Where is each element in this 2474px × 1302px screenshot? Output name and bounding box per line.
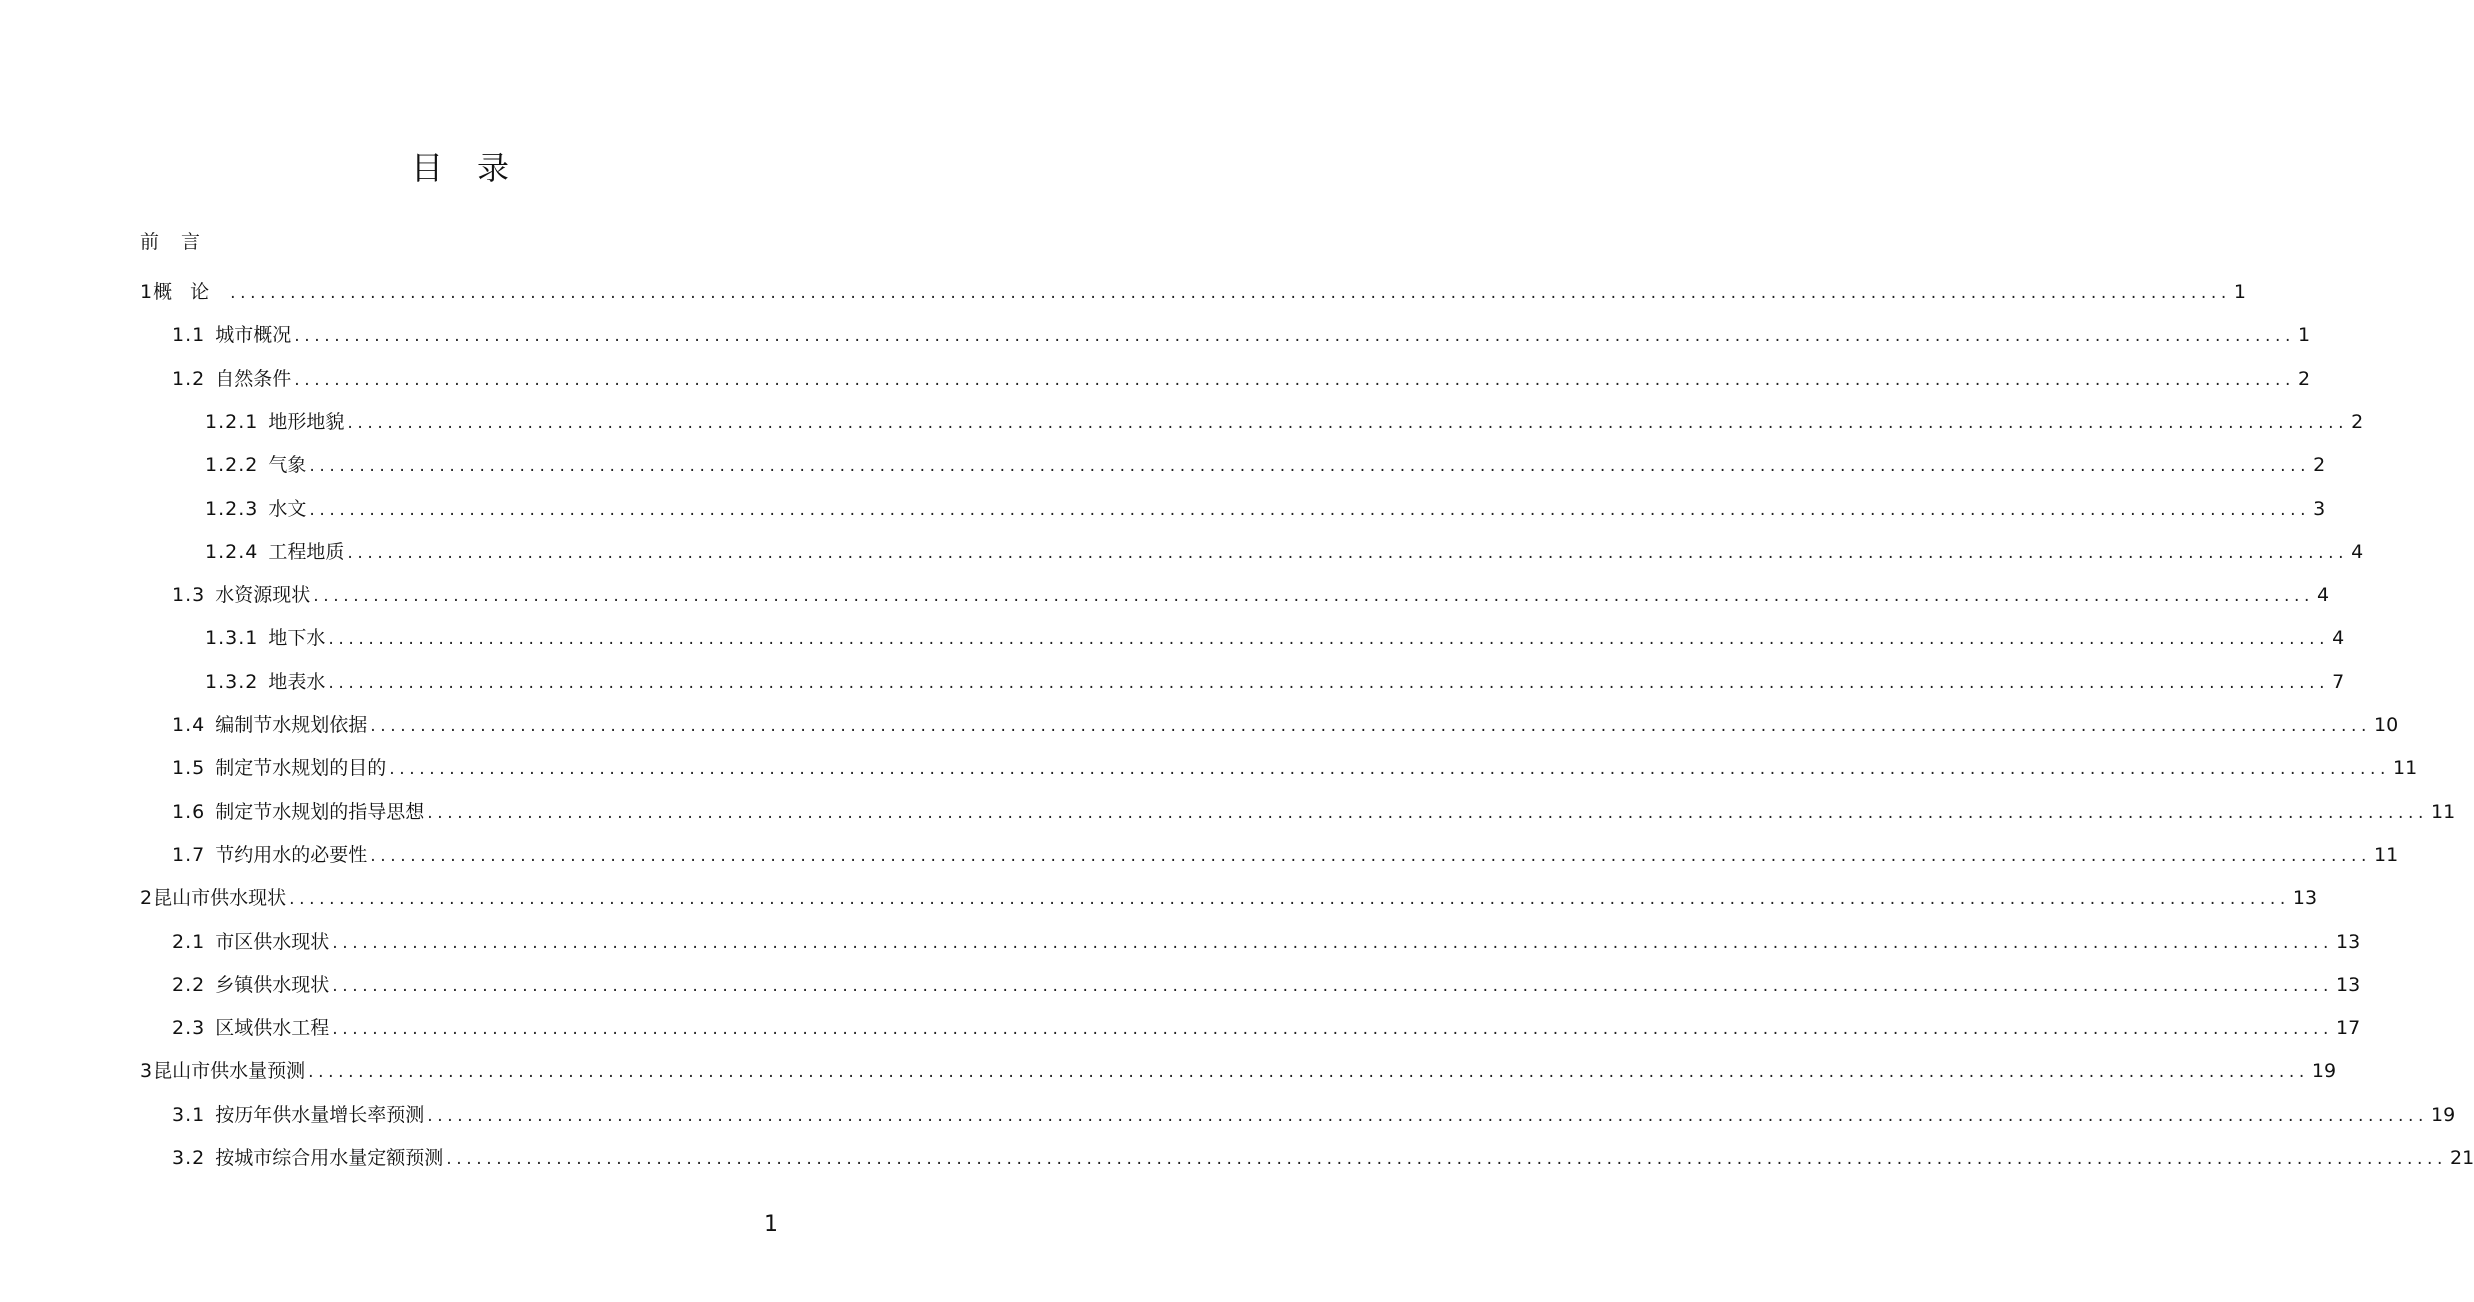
toc-leader-dots: ........................................................................................................................................................................................................ [332, 975, 2333, 996]
toc-leader-dots: ........................................................................................................................................................................................................ [389, 759, 2390, 780]
toc-entry-label: 气象 [268, 454, 307, 477]
toc-entry-number: 1.3 [172, 584, 206, 607]
toc-entry-number: 3.1 [172, 1103, 206, 1126]
toc-entry-page: 19 [2431, 1103, 2456, 1126]
toc-leader-dots: ........................................................................................................................................................................................................ [446, 1149, 2447, 1169]
toc-entry-page: 4 [2351, 540, 2364, 563]
toc-entry-page: 2 [2351, 410, 2364, 433]
toc-entry-label: 节约用水的必要性 [215, 843, 368, 866]
toc-entry[interactable] [172, 320, 2311, 350]
toc-entry-label: 水文 [268, 497, 307, 520]
toc-entry-number: 1.2.1 [205, 410, 259, 433]
toc-entry-number: 1.7 [172, 843, 206, 866]
toc-leader-dots: ........................................................................................................................................................................................................ [328, 629, 2330, 650]
toc-entry[interactable] [172, 1143, 2474, 1173]
toc-entry[interactable] [205, 450, 2326, 480]
toc-entry[interactable] [205, 537, 2364, 567]
toc-entry-label: 乡镇供水现状 [215, 973, 330, 996]
toc-entry[interactable] [205, 667, 2345, 697]
toc-entry[interactable] [172, 753, 2418, 783]
toc-entry-page: 13 [2292, 887, 2318, 910]
toc-entry-number: 1.4 [172, 714, 206, 736]
toc-entry-number: 1.1 [172, 324, 206, 347]
toc-entry[interactable] [172, 710, 2399, 740]
toc-entry-label: 工程地质 [268, 540, 345, 563]
toc-entry-label: 城市概况 [215, 324, 292, 347]
toc-entry[interactable] [140, 1056, 2337, 1086]
toc-entry-page: 7 [2332, 670, 2345, 693]
toc-entry-number: 1.3.1 [205, 627, 259, 650]
toc-leader-dots: ........................................................................................................................................................................................................ [332, 932, 2333, 953]
toc-entry-label: 地下水 [268, 627, 326, 650]
toc-entry-number: 1.5 [172, 757, 206, 780]
toc-entry-label: 制定节水规划的指导思想 [215, 800, 425, 823]
toc-entry-page: 3 [2313, 497, 2326, 520]
toc-entry-page: 4 [2317, 584, 2330, 607]
toc-leader-dots: ........................................................................................................................................................................................................ [332, 1019, 2333, 1040]
toc-leader-dots: ........................................................................................................................................................................................................ [289, 889, 2290, 910]
toc-entry[interactable] [172, 840, 2399, 870]
toc-entry-label: 地表水 [268, 670, 326, 693]
toc-leader-dots: ........................................................................................................................................................................................................ [370, 845, 2371, 866]
toc-entry-label: 按历年供水量增长率预测 [215, 1103, 425, 1126]
toc-entry-number: 2 [140, 887, 154, 910]
toc-preface: 前言 [140, 231, 223, 253]
toc-entry-page: 2 [2313, 454, 2326, 477]
toc-entry-label: 概论 [153, 281, 228, 303]
toc-entry-label: 按城市综合用水量定额预测 [215, 1147, 444, 1169]
toc-entry-page: 13 [2336, 930, 2361, 953]
toc-entry[interactable] [172, 1013, 2361, 1043]
toc-entry-number: 1.3.2 [205, 670, 259, 693]
toc-leader-dots: ........................................................................................................................................................................................................ [294, 326, 2295, 347]
toc-entry-number: 1.2.2 [205, 454, 259, 477]
toc-entry-number: 2.3 [172, 1017, 206, 1040]
toc-entry[interactable] [172, 797, 2456, 827]
toc-entry-label: 地形地貌 [268, 410, 345, 433]
toc-entry-label: 编制节水规划依据 [215, 714, 368, 736]
toc-entry-label: 昆山市供水现状 [153, 887, 287, 910]
toc-entry-page: 4 [2332, 627, 2345, 650]
toc-entry[interactable] [205, 494, 2326, 524]
toc-entry[interactable] [205, 407, 2364, 437]
toc-entry[interactable] [140, 883, 2318, 913]
toc-leader-dots: ........................................................................................................................................................................................................ [427, 1105, 2428, 1126]
toc-entry-number: 1.2 [172, 367, 206, 390]
toc-entry[interactable] [205, 623, 2345, 653]
toc-leader-dots: ........................................................................................................................................................................................................ [308, 1062, 2309, 1083]
toc-leader-dots: ........................................................................................................................................................................................................ [309, 499, 2311, 520]
toc-leader-dots: ........................................................................................................................................................................................................ [294, 369, 2295, 390]
page-title: 目录 [410, 149, 543, 187]
toc-entry-label: 昆山市供水量预测 [153, 1060, 306, 1083]
toc-leader-dots: ........................................................................................................................................................................................................ [370, 716, 2371, 736]
toc-leader-dots: ........................................................................................................................................................................................................ [347, 542, 2349, 563]
toc-leader-dots: ........................................................................................................................................................................................................ [347, 412, 2349, 433]
toc-leader-dots: ........................................................................................................................................................................................................ [427, 802, 2428, 823]
toc-entry[interactable] [140, 277, 2246, 307]
toc-entry-number: 1 [140, 281, 154, 303]
toc-entry[interactable] [172, 970, 2361, 1000]
toc-entry-page: 11 [2374, 843, 2399, 866]
toc-entry-label: 区域供水工程 [215, 1017, 330, 1040]
toc-entry-page: 17 [2336, 1017, 2361, 1040]
toc-entry-number: 3.2 [172, 1147, 206, 1169]
toc-entry-number: 3 [140, 1060, 154, 1083]
toc-entry-number: 1.6 [172, 800, 206, 823]
toc-leader-dots: ........................................................................................................................................................................................................ [328, 672, 2330, 693]
toc-entry-label: 自然条件 [215, 367, 292, 390]
toc-entry-label: 水资源现状 [215, 584, 311, 607]
toc-entry-number: 2.2 [172, 973, 206, 996]
toc-entry-page: 1 [2233, 281, 2246, 303]
toc-leader-dots: ........................................................................................................................................................................................................ [313, 586, 2314, 607]
toc-entry-label: 市区供水现状 [215, 930, 330, 953]
toc-entry-page: 11 [2431, 800, 2456, 823]
toc-entry-number: 1.2.3 [205, 497, 259, 520]
toc-entry-number: 2.1 [172, 930, 206, 953]
toc-entry-label: 制定节水规划的目的 [215, 757, 387, 780]
toc-entry-page: 1 [2298, 324, 2311, 347]
toc-leader-dots: ........................................................................................................................................................................................................ [230, 283, 2231, 303]
toc-entry[interactable] [172, 364, 2311, 394]
toc-entry-page: 19 [2311, 1060, 2337, 1083]
toc-entry[interactable] [172, 1100, 2456, 1130]
toc-entry[interactable] [172, 580, 2330, 610]
toc-entry-number: 1.2.4 [205, 540, 259, 563]
page-number: 1 [764, 1212, 778, 1237]
toc-entry-page: 21 [2450, 1147, 2474, 1169]
toc-entry-page: 2 [2298, 367, 2311, 390]
toc-entry-page: 10 [2374, 714, 2399, 736]
toc-entry-page: 11 [2393, 757, 2418, 780]
toc-entry[interactable] [172, 927, 2361, 957]
toc-entry-page: 13 [2336, 973, 2361, 996]
toc-leader-dots: ........................................................................................................................................................................................................ [309, 456, 2311, 477]
